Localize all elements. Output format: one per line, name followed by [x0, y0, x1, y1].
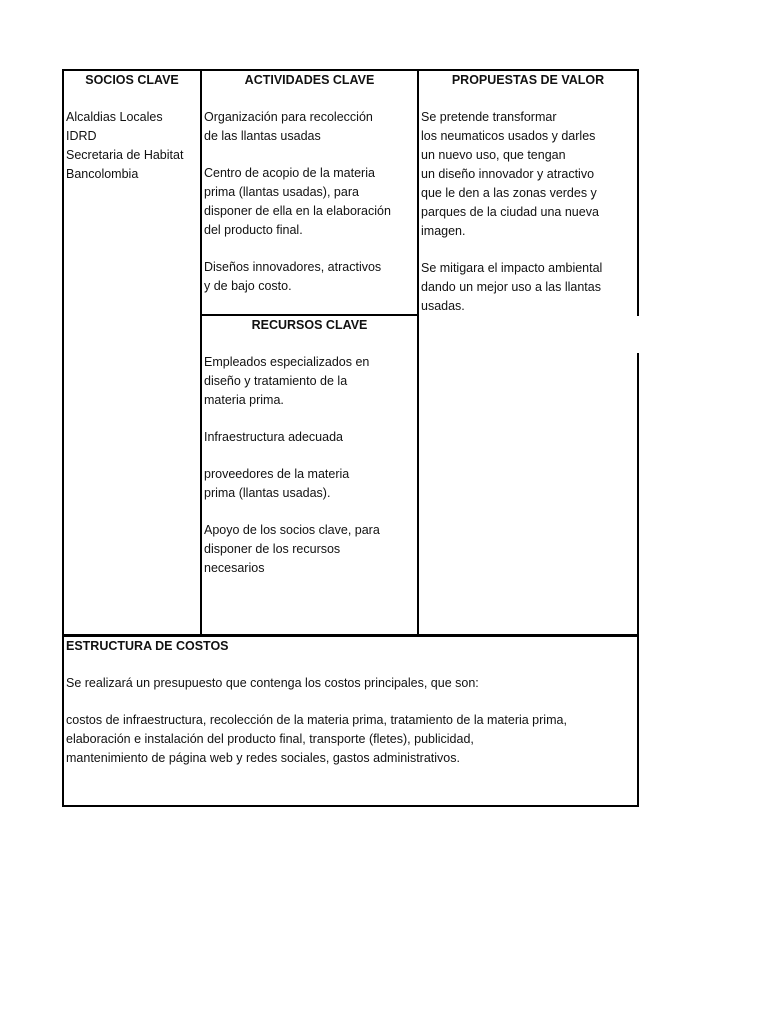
- actividades-line: del producto final.: [204, 223, 303, 237]
- divider-actividades-propuestas: [417, 69, 419, 636]
- recursos-line: Empleados especializados en: [204, 355, 370, 369]
- propuestas-line: Se mitigara el impacto ambiental: [421, 261, 603, 275]
- divider-socios-actividades: [200, 69, 202, 636]
- socio-item: IDRD: [66, 129, 97, 143]
- propuestas-line: los neumaticos usados y darles: [421, 129, 596, 143]
- actividades-clave-title: ACTIVIDADES CLAVE: [244, 73, 375, 87]
- border-right-lower: [637, 353, 639, 807]
- estructura-costos: [66, 637, 636, 768]
- recursos-clave-title: RECURSOS CLAVE: [251, 318, 368, 332]
- propuestas-line: dando un mejor uso a las llantas: [421, 280, 601, 294]
- propuestas-valor-text: [421, 108, 636, 316]
- actividades-line: Centro de acopio de la materia: [204, 166, 375, 180]
- recursos-line: prima (llantas usadas).: [204, 486, 331, 500]
- socios-clave-list: [66, 108, 200, 184]
- divider-actividades-recursos: [200, 314, 419, 316]
- border-top: [62, 69, 639, 71]
- propuestas-valor-title: PROPUESTAS DE VALOR: [451, 73, 605, 87]
- recursos-line: Infraestructura adecuada: [204, 430, 343, 444]
- recursos-line: necesarios: [204, 561, 265, 575]
- propuestas-line: un nuevo uso, que tengan: [421, 148, 566, 162]
- propuestas-line: parques de la ciudad una nueva: [421, 205, 599, 219]
- propuestas-line: un diseño innovador y atractivo: [421, 167, 595, 181]
- recursos-line: materia prima.: [204, 393, 284, 407]
- costos-line: elaboración e instalación del producto final, transporte (fletes), publicidad,: [66, 732, 474, 746]
- estructura-costos-title: ESTRUCTURA DE COSTOS: [66, 639, 229, 653]
- socio-item: Bancolombia: [66, 167, 139, 181]
- propuestas-line: usadas.: [421, 299, 465, 313]
- recursos-line: proveedores de la materia: [204, 467, 350, 481]
- recursos-line: disponer de los recursos: [204, 542, 341, 556]
- actividades-line: disponer de ella en la elaboración: [204, 204, 391, 218]
- actividades-line: y de bajo costo.: [204, 279, 292, 293]
- propuestas-line: Se pretende transformar: [421, 110, 557, 124]
- border-right-upper: [637, 69, 639, 316]
- recursos-clave-text: [204, 353, 416, 578]
- actividades-line: Diseños innovadores, atractivos: [204, 260, 382, 274]
- actividades-line: Organización para recolección: [204, 110, 373, 124]
- socio-item: Alcaldias Locales: [66, 110, 163, 124]
- propuestas-line: imagen.: [421, 224, 466, 238]
- socio-item: Secretaria de Habitat: [66, 148, 184, 162]
- costos-line: costos de infraestructura, recolección de la materia prima, tratamiento de la materia prima,: [66, 713, 567, 727]
- recursos-line: diseño y tratamiento de la: [204, 374, 348, 388]
- actividades-line: de las llantas usadas: [204, 129, 321, 143]
- propuestas-line: que le den a las zonas verdes y: [421, 186, 597, 200]
- socios-clave-title: SOCIOS CLAVE: [85, 73, 179, 87]
- border-left: [62, 69, 64, 807]
- actividades-line: prima (llantas usadas), para: [204, 185, 359, 199]
- border-bottom: [62, 805, 639, 807]
- recursos-line: Apoyo de los socios clave, para: [204, 523, 380, 537]
- costos-line: mantenimiento de página web y redes sociales, gastos administrativos.: [66, 751, 460, 765]
- costos-line: Se realizará un presupuesto que contenga los costos principales, que son:: [66, 676, 479, 690]
- actividades-clave-text: [204, 108, 416, 296]
